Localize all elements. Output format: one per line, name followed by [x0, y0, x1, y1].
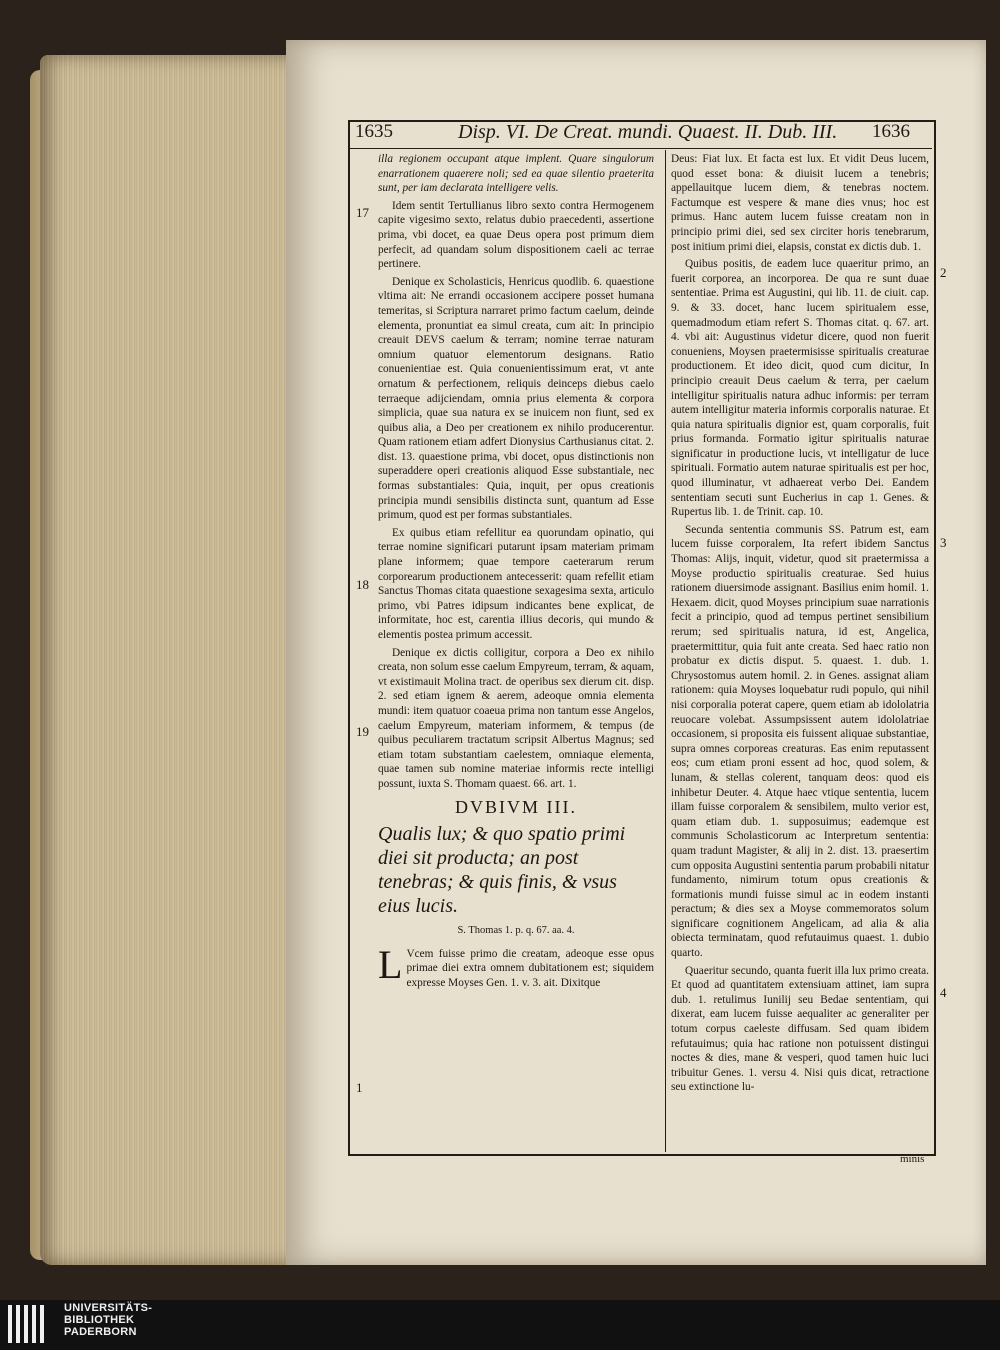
library-name-line: BIBLIOTHEK — [64, 1314, 135, 1326]
catchword: minis — [900, 1153, 925, 1165]
paragraph: Vcem fuisse primo die creatam, adeoque esse opus primae diei extra omnem dubitationem est; siquidem expresse Moyses Gen. 1. v. 3. ait. Dixitque — [406, 947, 654, 989]
margin-number-2: 2 — [940, 265, 947, 280]
margin-number-18: 18 — [356, 577, 369, 592]
margin-number-3: 3 — [940, 535, 947, 550]
paragraph: Denique ex Scholasticis, Henricus quodlib. 6. quaestione vltima ait: Ne errandi occasionem accipere posset humana temeritas, si Scriptura narraret primo factum caelum, deinde elementa, pronuntiat ea simul creata, cum ait: In principio creauit DEVS caelum & terram; nomine terrae naturam omnium quatuor elementorum designans. Ratio conuenientiae est. Quia conuenientissimum erat, vt ante ornatum & perfectionem, reliquis deinceps diebus caelo terraeque adijciendam, omnia prius elementa & corpora simplicia, quae sua natura ex se inuicem non fiunt, sed ex quibus alia, a Deo per creationem ex nihilo producerentur. Quam rationem etiam adfert Dionysius Carthusianus citat. 2. dist. 13. quaestione prima, vbi docet, opus distinctionis non superaddere operi creationis aliquod Esse substantiale, nec formas substantiales: Quia, inquit, per opus creationis principia mundi sensibilis distincta sunt, quantum ad Esse primum, quod est per formas substantiales. — [378, 275, 654, 522]
margin-number-1: 1 — [356, 1080, 363, 1095]
margin-number-19: 19 — [356, 724, 369, 739]
margin-number-4: 4 — [940, 985, 947, 1000]
section-heading: DVBIVM III. — [455, 796, 577, 817]
page-edges — [40, 55, 300, 1265]
page-number-left: 1635 — [355, 121, 393, 142]
running-title: Disp. VI. De Creat. mundi. Quaest. II. Dub. III. — [458, 121, 838, 143]
section-reference: S. Thomas 1. p. q. 67. aa. 4. — [457, 925, 575, 937]
page-number-right: 1636 — [872, 121, 910, 142]
right-column — [671, 152, 929, 1098]
paragraph: Ex quibus etiam refellitur ea quorundam opinatio, qui terrae nomine significari putarunt ipsam materiam primam plane informem; quae tempore caeterarum rerum corporearum productionem antecesserit: quam refellit etiam Sanctus Thomas citata quaestione sexagesima sexta, articulo primo, vbi Patres idipsum indicantes bene explicat, de informitate, hoc est, carentia illius decoris, qui mundo & elementis postea primum accessit. — [378, 526, 654, 641]
paragraph: Quaeritur secundo, quanta fuerit illa lux primo creata. Et quod ad quantitatem extensiuam attinet, iam supra dub. 1. retulimus Iunilij seu Bedae sententiam, qui dixerat, eam lucem fuisse aequaliter ac generaliter per totum corpus caeleste diffusam. Sed quam ibidem refutauimus; quia hac ratione non potuissent distingui noctes & dies, mane & vesperi, quod tamen huic luci tribuitur Genes. 1. versu 4. Nisi quis dicat, retractione seu extinctione lu- — [671, 964, 929, 1094]
left-column — [378, 152, 654, 994]
margin-number-17: 17 — [356, 205, 369, 220]
paragraph: Quibus positis, de eadem luce quaeritur primo, an fuerit corporea, an incorporea. De qua re sunt duae sententiae. Prima est Augustini, qui lib. 11. de ciuit. cap. 9. & 33. docet, hanc lucem spiritualem esse, quemadmodum etiam refert S. Thomas citat. q. 67. art. 4. vbi ait: Augustinus videtur dicere, quod non fuerit conueniens, Moysen praetermisisse spiritualis creaturae productionem. Et ideo dicit, quod cum dicitur, In principio creauit Deus caelum & terra, per caelum intelligitur spiritualis natura adhuc informis: per terram autem intelligitur materia informis corporalis naturae. Et quia natura spiritualis dignior est, quam corporalis, fuit prius formanda. Formatio igitur spiritualis naturae significatur in productione lucis, vt intelligatur de luce spirituali. Formatio autem naturae spiritualis est per hoc, quod illuminatur, vt adhaereat verbo Dei. Eandem sententiam secuti sunt Eucherius in cap 1. Genes. & Rupertus lib. 1. de Trinit. cap. 10. — [671, 258, 929, 519]
header-rule — [348, 148, 932, 149]
paragraph: Denique ex dictis colligitur, corpora a Deo ex nihilo creata, non solum esse caelum Empyreum, terram, & aquam, vt existimauit Molina tract. de operibus sex dierum cit. disp. 2. sed etiam ignem & aerem, adeoque omnia elementa mundi: item quatuor coaeua prima non tantum esse Angelos, caelum Empyreum, materiam informem, & tempus (de quibus peculiarem tractatum scripsit Albertus Magnus; sed etiam totam substantiam caelestem, omniaque elementa, quae tamen sub nomine materiae informis recte intelligi possunt, iuxta S. Thomam quaest. 66. art. 1. — [378, 646, 654, 790]
library-name-line: UNIVERSITÄTS- — [64, 1302, 153, 1314]
library-name-line: PADERBORN — [64, 1326, 137, 1338]
library-logo-icon — [8, 1305, 52, 1343]
drop-cap: L — [378, 941, 403, 987]
section-question: Qualis lux; & quo spatio primi diei sit producta; an post tenebras; & quis finis, & vsus eius lucis. — [378, 823, 626, 918]
library-name — [64, 1302, 152, 1338]
column-rule — [665, 150, 666, 1152]
paragraph: Deus: Fiat lux. Et facta est lux. Et vidit Deus lucem, quod esset bona: & diuisit lucem a tenebris; appellauitque lucem diem, & tenebras noctem. Factumque est vespere & mane dies vnus; hoc est primus. Hanc autem lucem fuisse creatam non in principio primi diei, sed sex circiter horis tenebrarum, post initium primi diei, elapsis, constat ex dictis dub. 1. — [671, 153, 929, 253]
paragraph: Secunda sententia communis SS. Patrum est, eam lucem fuisse corporalem, Ita refert ibidem Sanctus Thomas: Alijs, inquit, videtur, quod sit praetermissa a Moyse productio spiritualis creaturae. Sed huius rationem diuersimode assignant. Basilius enim homil. 1. Hexaem. dicit, quod Moyses principium suae narrationis fecit a principio, quod ad tempus pertinet sensibilium rerum; sed spiritualis natura, id est, Angelica, praetermittitur, quia fuit ante creata. Sed haec ratio non probatur ex dictis disput. 5. quaest. 1. dub. 1. Chrysostomus autem homil. 2. in Genes. assignat aliam rationem: quia Moyses loquebatur rudi populo, qui nihil nisi corporalia poterat capere, quem etiam ab idololatria reuocare volebat. Assumpsissent autem idololatriae occasionem, si proposita eis fuissent aliquae substantiae, supra omnes corporeas creaturas. Eas enim reputassent eos; cum etiam proni essent ad hoc, quod solem, & lunam, & stellas colerent, tanquam deos: quod eis inhibetur Deuter. 4. Atque haec vtique sententia, lucem illam fuisse corporalem & sensibilem, multo verior est, quam etiam dub. 1. supposuimus; eademque est communis Scholasticorum ac Interpretum sententia: quam tradunt Magister, & alij in 2. dist. 13. praesertim cum opposita Augustini sententia parum probabili nitatur fundamento, nimirum totum opus creationis & formationis mundi fuisse simul ac in eodem instanti peractum; & dies sex a Moyse commemoratos solum significare cognitionem Angelicam, ad alia & alia obiecta terminatam, quod refutauimus quaest. 1. dubio quarto. — [671, 523, 929, 960]
paragraph: illa regionem occupant atque implent. Quare singulorum enarrationem quaerere noli; sed ea quae silentio praeterita sunt, per iam declarata intelligere velis. — [378, 153, 654, 195]
paragraph: Idem sentit Tertullianus libro sexto contra Hermogenem capite vigesimo sexto, relatus dubio praecedenti, assertione prima, vbi docet, ea quae Deus opera post primum diem perfecit, ad quandam solum dispositionem caeli ac terrae pertinere. — [378, 199, 654, 271]
